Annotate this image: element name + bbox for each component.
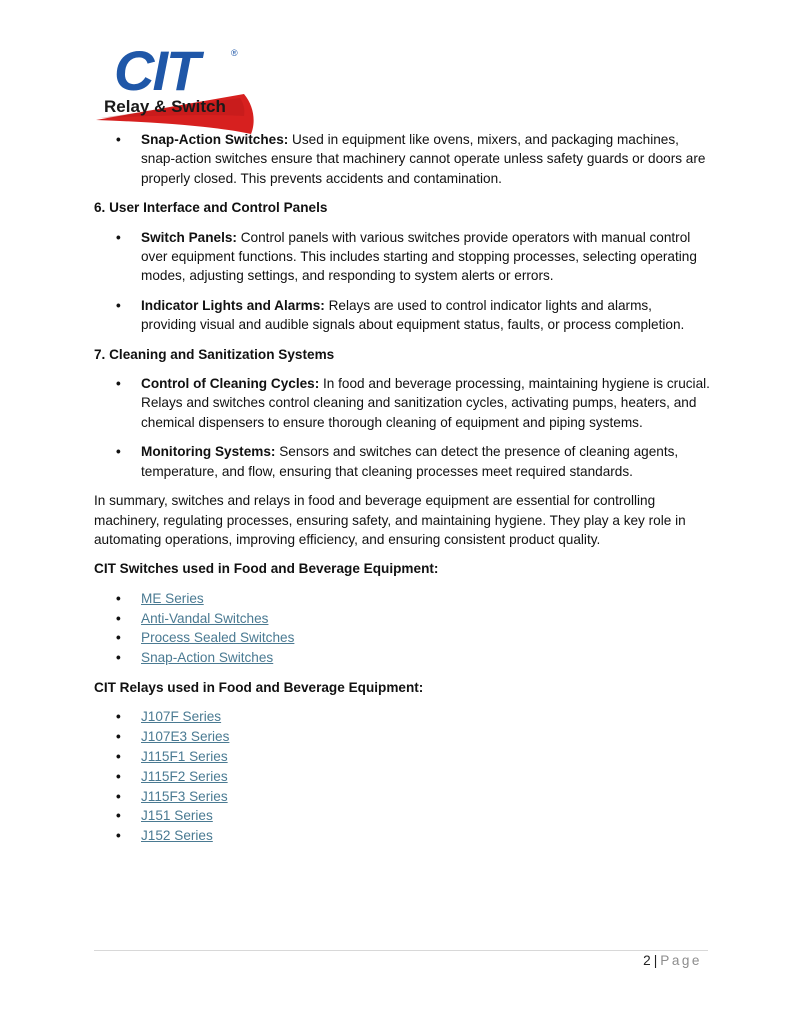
link-j152-series[interactable]: J152 Series	[141, 828, 213, 844]
link-j107e3-series[interactable]: J107E3 Series	[141, 729, 230, 745]
bullet-text: Relays are used to control indicator lights and alarms, providing visual and audible signals about equipment status, faults, or process completion.	[141, 297, 685, 333]
list-item	[94, 707, 710, 727]
section-heading: 6. User Interface and Control Panels	[94, 200, 328, 216]
link-j115f1-series[interactable]: J115F1 Series	[141, 748, 228, 764]
link-process-sealed-switches[interactable]: Process Sealed Switches	[141, 630, 295, 646]
bullet-term: Control of Cleaning Cycles:	[141, 376, 320, 392]
section7-list	[94, 374, 710, 481]
switches-heading: CIT Switches used in Food and Beverage Equipment:	[94, 561, 439, 577]
page-label: Page	[660, 953, 702, 968]
cit-relay-switch-logo	[94, 44, 256, 136]
bullet-term: Snap-Action Switches:	[141, 132, 289, 147]
page-footer	[643, 953, 702, 968]
switches-link-list	[94, 589, 710, 668]
list-item	[94, 442, 710, 481]
link-j115f3-series[interactable]: J115F3 Series	[141, 788, 228, 804]
list-item	[94, 628, 710, 648]
link-j107f-series[interactable]: J107F Series	[141, 709, 222, 725]
list-item	[94, 648, 710, 668]
bullet-term: Indicator Lights and Alarms:	[141, 297, 325, 313]
footer-divider	[94, 950, 708, 951]
list-item	[94, 296, 710, 335]
link-j151-series[interactable]: J151 Series	[141, 808, 213, 824]
link-j115f2-series[interactable]: J115F2 Series	[141, 768, 228, 784]
list-item	[94, 228, 710, 286]
bullet-term: Monitoring Systems:	[141, 444, 276, 460]
list-item	[94, 747, 710, 767]
page-number: 2	[643, 953, 651, 968]
link-anti-vandal-switches[interactable]: Anti-Vandal Switches	[141, 610, 269, 626]
list-item	[94, 374, 710, 432]
svg-text:Relay & Switch: Relay & Switch	[104, 97, 226, 116]
page-content	[94, 130, 710, 846]
list-item	[94, 787, 710, 807]
list-item	[94, 130, 710, 188]
list-item	[94, 727, 710, 747]
bullet-term: Switch Panels:	[141, 229, 237, 245]
summary-paragraph: In summary, switches and relays in food and beverage equipment are essential for controlling machinery, regulating processes, ensuring safety, and maintaining hygiene. They play a key role in automating operations, improving efficiency, and ensuring consistent product quality.	[94, 493, 686, 547]
list-item	[94, 609, 710, 629]
link-me-series[interactable]: ME Series	[141, 590, 204, 606]
link-snap-action-switches[interactable]: Snap-Action Switches	[141, 650, 274, 666]
svg-text:CIT: CIT	[114, 44, 199, 102]
bullet-text: Control panels with various switches provide operators with manual control over equipment functions. This includes starting and stopping processes, selecting operating modes, adjusting settings, and responding to system alerts or errors.	[141, 229, 697, 284]
svg-text:®: ®	[231, 48, 238, 58]
bullet-text: Used in equipment like ovens, mixers, and packaging machines, snap-action switches ensure that machinery cannot operate unless safety guards or doors are properly closed. This prevents accidents and contamination.	[141, 132, 706, 186]
section-heading: 7. Cleaning and Sanitization Systems	[94, 346, 335, 362]
list-item	[94, 826, 710, 846]
top-bullet-list	[94, 130, 710, 188]
list-item	[94, 589, 710, 609]
bullet-text: In food and beverage processing, maintaining hygiene is crucial. Relays and switches control cleaning and sanitization cycles, activating pumps, heaters, and chemical dispensers to ensure thorough cleaning of equipment and piping systems.	[141, 376, 710, 430]
relays-link-list	[94, 707, 710, 846]
list-item	[94, 767, 710, 787]
list-item	[94, 806, 710, 826]
section6-list	[94, 228, 710, 335]
bullet-text: Sensors and switches can detect the presence of cleaning agents, temperature, and flow, ensuring that cleaning processes meet required standards.	[141, 444, 679, 479]
relays-heading: CIT Relays used in Food and Beverage Equipment:	[94, 679, 424, 695]
footer-separator: |	[653, 953, 658, 968]
